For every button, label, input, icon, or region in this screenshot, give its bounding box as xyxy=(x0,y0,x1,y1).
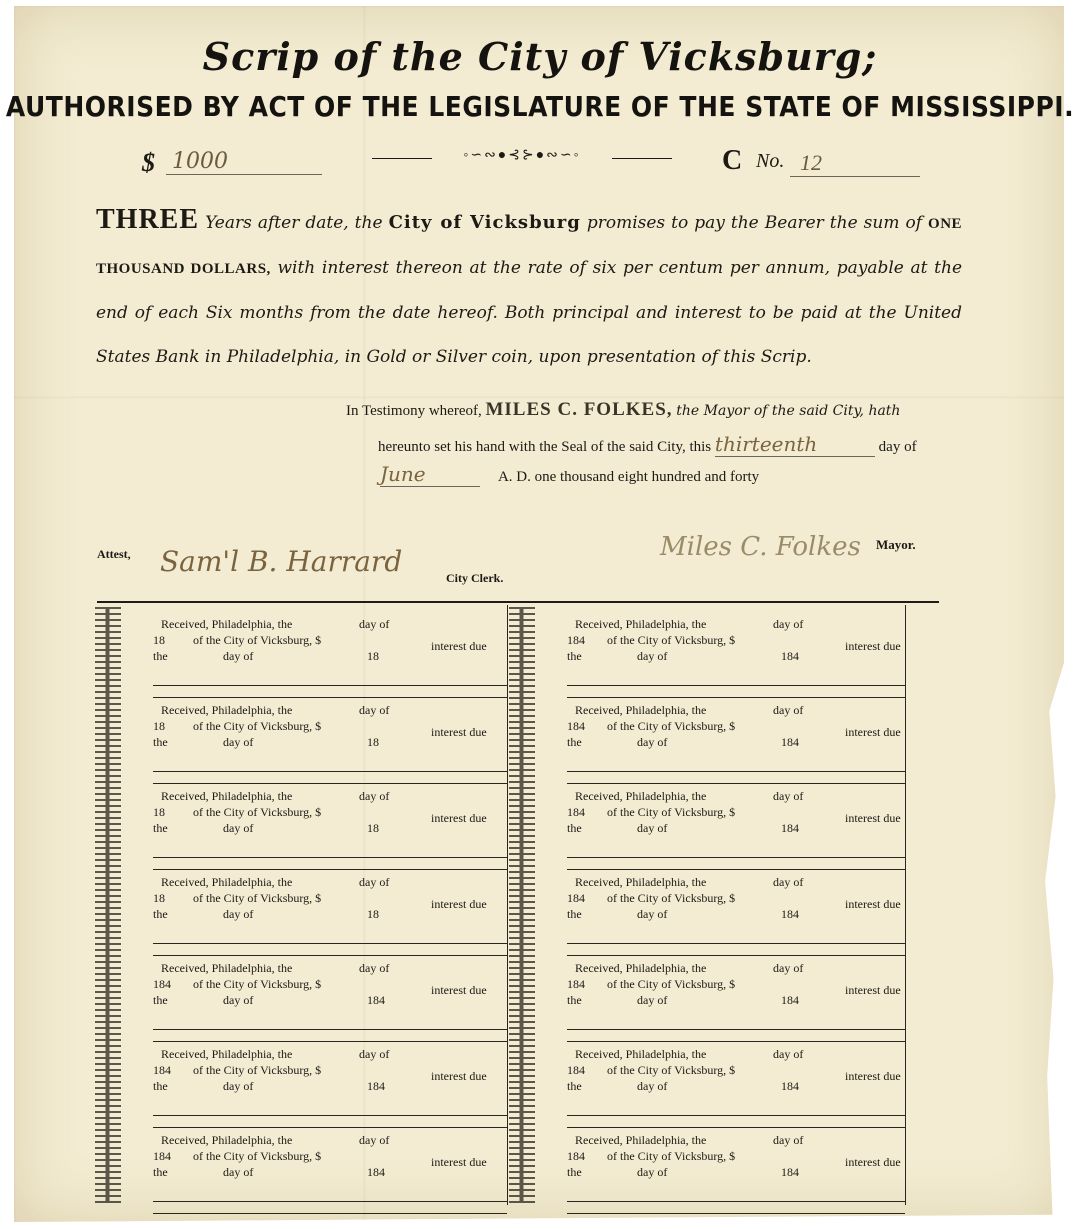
coupon-row xyxy=(567,953,905,1042)
coupon-year: 184 xyxy=(567,805,585,819)
coupon-interest-due: interest due xyxy=(845,897,901,911)
coupon-year: 184 xyxy=(567,719,585,733)
coupon-day-of-2: day of xyxy=(223,1079,254,1093)
clerk-signature: Sam'l B. Harrard xyxy=(160,545,403,578)
coupon-rule xyxy=(153,943,507,944)
coupon-row xyxy=(153,1125,507,1214)
coupon-received: Received, Philadelphia, the xyxy=(575,1047,707,1061)
coupon-of-city: of the City of Vicksburg, $ xyxy=(193,633,322,647)
coupon-year: 184 xyxy=(153,1149,171,1163)
coupon-row xyxy=(153,867,507,956)
coupon-year-2: 184 xyxy=(781,993,799,1007)
coupon-day-of: day of xyxy=(359,703,390,717)
coupon-of-city: of the City of Vicksburg, $ xyxy=(607,1149,736,1163)
coupon-year-2: 184 xyxy=(781,649,799,663)
coupon-of-city: of the City of Vicksburg, $ xyxy=(193,891,322,905)
coupon-of-city: of the City of Vicksburg, $ xyxy=(607,1063,736,1077)
day-handwritten: thirteenth xyxy=(715,432,875,457)
coupon-column-right xyxy=(537,605,906,1205)
coupon-received: Received, Philadelphia, the xyxy=(161,617,293,631)
testimony-line-2-text: hereunto set his hand with the Seal of the said City, this xyxy=(378,439,712,455)
coupon-received: Received, Philadelphia, the xyxy=(161,703,293,717)
coupon-row xyxy=(153,781,507,870)
month-handwritten: June xyxy=(380,462,480,487)
document-title: Scrip of the City of Vicksburg; xyxy=(202,34,878,79)
coupon-interest-due: interest due xyxy=(845,983,901,997)
body-city: City of Vicksburg xyxy=(388,212,581,233)
coupon-of-city: of the City of Vicksburg, $ xyxy=(607,805,736,819)
coupon-day-of: day of xyxy=(773,703,804,717)
coupon-interest-due: interest due xyxy=(431,725,487,739)
coupon-day-of-2: day of xyxy=(223,735,254,749)
coupon-received: Received, Philadelphia, the xyxy=(161,961,293,975)
series-letter: C xyxy=(722,145,743,176)
coupon-day-of-2: day of xyxy=(223,1165,254,1179)
testimony-line-3 xyxy=(380,462,759,487)
coupon-day-of: day of xyxy=(359,617,390,631)
coupon-year-2: 184 xyxy=(367,993,385,1007)
coupon-day-of: day of xyxy=(773,617,804,631)
dollar-sign: $ xyxy=(142,148,155,177)
coupon-year: 184 xyxy=(567,633,585,647)
coupon-the: the xyxy=(153,1079,168,1093)
coupon-the: the xyxy=(567,1079,582,1093)
coupon-rule xyxy=(153,1201,507,1202)
coupon-day-of-2: day of xyxy=(223,993,254,1007)
coupon-year: 18 xyxy=(153,633,165,647)
coupon-of-city: of the City of Vicksburg, $ xyxy=(193,1149,322,1163)
coupon-row xyxy=(153,609,507,698)
coupon-interest-due: interest due xyxy=(431,1155,487,1169)
ornament-divider: ◦∽∾●⊰⊱●∾∽◦ xyxy=(372,153,672,165)
coupon-the: the xyxy=(567,735,582,749)
coupon-table xyxy=(97,601,939,1211)
coupon-rule xyxy=(153,685,507,686)
coupon-rule xyxy=(567,1115,905,1116)
coupon-row xyxy=(567,867,905,956)
coupon-received: Received, Philadelphia, the xyxy=(575,789,707,803)
coupon-day-of: day of xyxy=(359,1047,390,1061)
coupon-day-of: day of xyxy=(359,789,390,803)
coupon-the: the xyxy=(153,821,168,835)
testimony-line-1-rest: the Mayor of the said City, hath xyxy=(676,403,901,419)
attest-label: Attest, xyxy=(97,547,131,561)
coupon-year-2: 184 xyxy=(367,1079,385,1093)
coupon-day-of: day of xyxy=(773,789,804,803)
coupon-day-of-2: day of xyxy=(637,735,668,749)
coupon-year-2: 18 xyxy=(367,649,379,663)
coupon-day-of: day of xyxy=(773,961,804,975)
coupon-interest-due: interest due xyxy=(845,811,901,825)
coupon-year: 184 xyxy=(153,977,171,991)
coupon-year: 184 xyxy=(567,891,585,905)
mayor-signature: Miles C. Folkes xyxy=(660,532,861,562)
testimony-line-1 xyxy=(346,396,900,426)
coupon-interest-due: interest due xyxy=(431,983,487,997)
coupon-day-of: day of xyxy=(773,875,804,889)
coupon-year-2: 184 xyxy=(781,1165,799,1179)
coupon-received: Received, Philadelphia, the xyxy=(161,875,293,889)
coupon-rule xyxy=(153,1115,507,1116)
coupon-the: the xyxy=(567,649,582,663)
coupon-day-of-2: day of xyxy=(223,907,254,921)
coupon-day-of-2: day of xyxy=(637,1165,668,1179)
coupon-day-of: day of xyxy=(359,961,390,975)
coupon-received: Received, Philadelphia, the xyxy=(575,961,707,975)
testimony-day-of: day of xyxy=(878,439,917,455)
coupon-rule xyxy=(567,771,905,772)
coupon-rule xyxy=(153,1029,507,1030)
coupon-of-city: of the City of Vicksburg, $ xyxy=(607,977,736,991)
coupon-day-of-2: day of xyxy=(637,907,668,921)
coupon-year: 184 xyxy=(153,1063,171,1077)
coupon-day-of-2: day of xyxy=(637,821,668,835)
coupon-year-2: 184 xyxy=(781,1079,799,1093)
scrip-body xyxy=(96,198,962,379)
coupon-interest-due: interest due xyxy=(845,639,901,653)
coupon-year-2: 184 xyxy=(781,735,799,749)
coupon-rule xyxy=(567,857,905,858)
coupon-the: the xyxy=(153,993,168,1007)
testimony-lead: In Testimony whereof, xyxy=(346,403,482,419)
coupon-the: the xyxy=(153,735,168,749)
coupon-of-city: of the City of Vicksburg, $ xyxy=(193,719,322,733)
coupon-the: the xyxy=(153,649,168,663)
coupon-rule xyxy=(153,771,507,772)
coupon-interest-due: interest due xyxy=(431,1069,487,1083)
coupon-row xyxy=(153,953,507,1042)
coupon-of-city: of the City of Vicksburg, $ xyxy=(607,719,736,733)
coupon-interest-due: interest due xyxy=(845,725,901,739)
coupon-day-of: day of xyxy=(773,1133,804,1147)
mayor-label: Mayor. xyxy=(876,537,916,552)
body-amount-words: ONE THOUSAND DOLLARS, xyxy=(96,216,963,277)
coupon-of-city: of the City of Vicksburg, $ xyxy=(193,805,322,819)
coupon-of-city: of the City of Vicksburg, $ xyxy=(193,1063,322,1077)
coupon-rule xyxy=(567,1201,905,1202)
coupon-interest-due: interest due xyxy=(845,1155,901,1169)
coupon-day-of-2: day of xyxy=(637,993,668,1007)
coupon-received: Received, Philadelphia, the xyxy=(575,875,707,889)
coupon-received: Received, Philadelphia, the xyxy=(575,703,707,717)
coupon-year-2: 18 xyxy=(367,735,379,749)
coupon-interest-due: interest due xyxy=(431,897,487,911)
testimony-line-3-text: A. D. one thousand eight hundred and forty xyxy=(497,469,760,485)
series-no-label: No. xyxy=(756,150,785,172)
coupon-of-city: of the City of Vicksburg, $ xyxy=(607,633,736,647)
coupon-year-2: 184 xyxy=(781,821,799,835)
coupon-row xyxy=(153,695,507,784)
coupon-day-of-2: day of xyxy=(223,649,254,663)
body-text-3: with interest thereon at the rate of six per centum per annum, payable at the end of each Six months from the date hereof. Both principal and interest to be paid at the United States Bank in Philadelphia, in Gold or Silver coin, upon presentation of this Scrip. xyxy=(96,258,963,367)
coupon-row xyxy=(153,1039,507,1128)
coupon-column-left xyxy=(125,605,508,1205)
coupon-the: the xyxy=(567,821,582,835)
coupon-of-city: of the City of Vicksburg, $ xyxy=(193,977,322,991)
coupon-rule xyxy=(567,943,905,944)
coupon-interest-due: interest due xyxy=(845,1069,901,1083)
coupon-received: Received, Philadelphia, the xyxy=(575,1133,707,1147)
coupon-the: the xyxy=(567,907,582,921)
amount-handwritten: 1000 xyxy=(166,149,322,175)
coupon-the: the xyxy=(567,993,582,1007)
coupon-row xyxy=(567,1039,905,1128)
coupon-year: 184 xyxy=(567,1063,585,1077)
coupon-day-of: day of xyxy=(773,1047,804,1061)
mayor-name: MILES C. FOLKES, xyxy=(485,399,673,420)
coupon-the: the xyxy=(153,907,168,921)
coupon-year: 18 xyxy=(153,805,165,819)
coupon-year: 18 xyxy=(153,719,165,733)
coupon-year-2: 18 xyxy=(367,821,379,835)
coupon-day-of-2: day of xyxy=(637,649,668,663)
coupon-year-2: 184 xyxy=(367,1165,385,1179)
coupon-received: Received, Philadelphia, the xyxy=(575,617,707,631)
coupon-year: 184 xyxy=(567,1149,585,1163)
coupon-day-of: day of xyxy=(359,1133,390,1147)
coupon-row xyxy=(567,695,905,784)
coupon-year-2: 184 xyxy=(781,907,799,921)
coupon-interest-due: interest due xyxy=(431,639,487,653)
clerk-label: City Clerk. xyxy=(446,571,504,585)
term-three: THREE xyxy=(96,204,200,235)
ornamental-border-left xyxy=(95,607,121,1203)
coupon-rule xyxy=(567,1029,905,1030)
testimony-line-2 xyxy=(378,432,917,457)
coupon-day-of-2: day of xyxy=(223,821,254,835)
coupon-row xyxy=(567,609,905,698)
coupon-received: Received, Philadelphia, the xyxy=(161,789,293,803)
coupon-year: 18 xyxy=(153,891,165,905)
coupon-received: Received, Philadelphia, the xyxy=(161,1047,293,1061)
coupon-rule xyxy=(153,857,507,858)
body-text-2: promises to pay the Bearer the sum of xyxy=(586,213,922,233)
coupon-day-of: day of xyxy=(359,875,390,889)
ornamental-border-right xyxy=(509,607,535,1203)
body-text-1: Years after date, the xyxy=(205,213,383,233)
coupon-the: the xyxy=(153,1165,168,1179)
series-number: 12 xyxy=(790,150,920,177)
coupon-interest-due: interest due xyxy=(431,811,487,825)
coupon-row xyxy=(567,781,905,870)
coupon-rule xyxy=(567,685,905,686)
coupon-the: the xyxy=(567,1165,582,1179)
coupon-of-city: of the City of Vicksburg, $ xyxy=(607,891,736,905)
coupon-received: Received, Philadelphia, the xyxy=(161,1133,293,1147)
document-subtitle: AUTHORISED BY ACT OF THE LEGISLATURE OF THE STATE OF MISSISSIPPI. xyxy=(5,90,1075,123)
coupon-day-of-2: day of xyxy=(637,1079,668,1093)
coupon-year: 184 xyxy=(567,977,585,991)
coupon-row xyxy=(567,1125,905,1214)
coupon-year-2: 18 xyxy=(367,907,379,921)
